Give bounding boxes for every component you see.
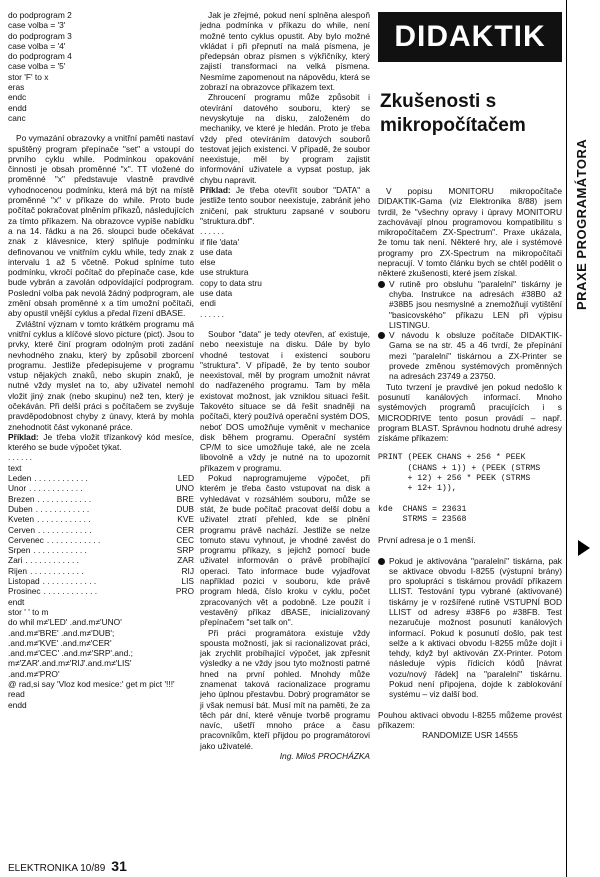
month-name: Zari bbox=[8, 555, 23, 566]
code-line: stor ' ' to m bbox=[8, 606, 49, 617]
code-line: .and.m≠'KVE' .and.m≠'CER' bbox=[8, 637, 112, 648]
month-name: Brezen bbox=[8, 493, 35, 504]
month-code: CER bbox=[176, 524, 194, 535]
code-listing bbox=[200, 237, 370, 309]
code-line: read bbox=[8, 689, 25, 700]
paragraph: První adresa je o 1 menší. bbox=[378, 535, 476, 546]
paragraph: Zvláštní význam v tomto krátkém programu má vnitřní cyklus a klíčové slovo picture (pict). Jsou to prvky, které činí program odolným proti zadání nevhodného znaku, který by způsobil zborcení programu. Jestliže předepisujeme v programu vstup nějakých znaků, nebo skupin znaků, je nutné vždy myslet na to, aby uživatel nemohl vložit jiný znak (nebo skupinu) než ten, který je očekáván. Při delší práci s počítačem se zvyšuje pravděpodobnost chyby z únavy, která by mohla znehodnotit část vykonané práce. bbox=[8, 318, 194, 432]
paragraph: Tuto tvrzení je pravdivé jen pokud nedošlo k posunutí kanálových informací. Mnoho systémových programů pracujících i s MICRODRIVE tento posun provádí – např. program BLAST. Správnou hodnotu druhé adresy získáme příkazem: bbox=[378, 381, 562, 444]
month-table bbox=[8, 473, 194, 597]
table-row: Cervenec . . . . . . . . . . . . CEC bbox=[8, 534, 194, 545]
table-row: Listopad . . . . . . . . . . . . LIS bbox=[8, 576, 194, 587]
month-code: ZAR bbox=[177, 555, 194, 566]
magazine-name: ELEKTRONIKA 10/89 bbox=[8, 863, 106, 874]
month-name: Cerven bbox=[8, 524, 35, 535]
month-name: Kveten bbox=[8, 514, 35, 525]
code-line: .and.m≠'BRE' .and.m≠'DUB'; bbox=[8, 627, 115, 638]
footer bbox=[8, 858, 127, 874]
column-2 bbox=[200, 10, 370, 761]
randomize-code: RANDOMIZE USR 14555 bbox=[422, 730, 518, 741]
dots: ...... bbox=[200, 226, 226, 237]
code-line: use struktura bbox=[200, 267, 249, 278]
code-line: @ rad,si say 'Vloz kod mesice:' get m pict '!!!' bbox=[8, 679, 175, 689]
paragraph: Při práci programátora existuje vždy spousta možností, jak si racionalizovat práci, jak zrychlit probíhající výpočet, jak zpřesnit výsledky a ne vždy jsou tyto možnosti patrné hned na první pohled. Mnohdy může znamenat taková racionalizace programu jeho úplnou přestavbu. Dobrý programátor se ji však nemusí bát. Musí mít na paměti, že za těch pár dní, které věnuje tvorbě programu navíc, ušetří mnoho práce a času pracovníkům, kteří přijdou po programátorovi jako uživatelé. bbox=[200, 627, 370, 751]
month-name: Prosinec bbox=[8, 586, 41, 597]
bullet-icon bbox=[378, 281, 385, 288]
month-name: Srpen bbox=[8, 545, 31, 556]
code-line: endc bbox=[8, 92, 27, 103]
code-line: endi bbox=[200, 298, 216, 309]
code-listing-bottom bbox=[8, 597, 194, 710]
code-line: .and.m≠'PRO' bbox=[8, 668, 60, 679]
month-code: LIS bbox=[181, 576, 194, 587]
paragraph: Pouhou aktivaci obvodu I-8255 můžeme provést příkazem: bbox=[378, 709, 562, 730]
month-code: KVE bbox=[177, 514, 194, 525]
kde-code: kde CHANS = 23631 STRMS = 23568 bbox=[378, 504, 467, 524]
code-line: case volba = '5' bbox=[8, 61, 66, 72]
code-line: m≠'ZAR'.and.m≠'RIJ'.and.m≠'LIS' bbox=[8, 658, 132, 669]
column-1 bbox=[8, 10, 194, 710]
dots: ...... bbox=[200, 308, 226, 319]
month-name: Cervenec bbox=[8, 534, 44, 545]
code-line: do whil m≠'LED' .and.m≠'UNO' bbox=[8, 617, 122, 628]
paragraph: V popisu MONITORU mikropočítače DIDAKTIK-Gama (viz Elektronika 8/88) jsem tvrdil, že "všechny opravy i úpravy MONITORU zachovávají plnou programovou kompatibilitu s mikropočítačem ZX-Spectrum". Praxe ukázala, že tomu tak není. Některé hry, ale i systémové programy pro ZX-Spectrum na mikropočítači nepracují. V tomto článku bych se chtěl podělit o některé zkušenosti, které jsem získal. bbox=[378, 186, 562, 279]
paragraph: Zhroucení programu může způsobit i otevírání datového souboru, který se nevyskytuje na disku, založeném do mechaniky, ve které je hledán. Proto je třeba vždy před otevíráním datových souborů testovat jejich existenci. V případě, že soubor neexistuje, měl by program zajistit informování uživatele a vypsat postup, jak chybu napravit. bbox=[200, 92, 370, 185]
bullet-icon bbox=[378, 558, 385, 565]
page-number: 31 bbox=[111, 858, 127, 874]
code-line: case volba = '4' bbox=[8, 40, 66, 51]
example-text: Je třeba vložit třízankový kód mesíce, kterého se bude výpočet týkat. bbox=[8, 431, 194, 453]
month-code: UNO bbox=[175, 483, 194, 494]
table-row: Leden . . . . . . . . . . . . LED bbox=[8, 473, 194, 484]
table-row: Zari . . . . . . . . . . . . ZAR bbox=[8, 555, 194, 566]
column-3 bbox=[378, 186, 562, 741]
month-name: Leden bbox=[8, 473, 32, 484]
code-line: stor 'F' to x bbox=[8, 71, 49, 82]
article-title: Zkušenosti s mikropočítačem bbox=[380, 91, 526, 136]
code-line: if file 'data' bbox=[200, 236, 240, 247]
month-code: SRP bbox=[176, 545, 194, 556]
print-code: PRINT (PEEK CHANS + 256 * PEEK (CHANS + 1)) + (PEEK (STRMS + 12) + 256 * PEEK (STRMS + 12+ 1)), bbox=[378, 453, 541, 494]
bullet-item: Pokud je aktivována "paralelní" tiskárna, pak se aktivace obvodu I-8255 (výstupní brány) pro spolupráci s tiskárnou provádí příkazem LLIST. Testování typu vybrané (aktivované) tiskárny je v rozšířené rutině VSTUPNÍ BOD LLIST od adresy #38F6 po #38FB. Test nezaručuje možnost posunutí kanálových informací. Pokud k posunutí došlo, pak test selže a k aktivaci obvodu I-8255 může dojít i tehdy, když byl aktivován ZX-Printer. Potom následuje výpis řídicích kódů [návrat vozu/nový řádek] na "paralelní" tiskárnu. Pokud není připojena, dojde k zablokování systému – viz další bod. bbox=[378, 556, 562, 700]
month-name: Unor bbox=[8, 483, 27, 494]
table-row: Srpen . . . . . . . . . . . . SRP bbox=[8, 545, 194, 556]
example-label: Příklad: bbox=[200, 185, 231, 196]
table-row: Rijen . . . . . . . . . . . . RIJ bbox=[8, 565, 194, 576]
arrow-icon bbox=[578, 540, 590, 556]
paragraph: Jak je zřejmé, pokud není splněna alespoň jedna podmínka v příkazu do while, není možné tento cyklus opustit. Aby bylo možné vkládat i při přepnutí na malá písmena, je předepsán obraz písmen s výkřičníky, který zajistí transformaci na velká písmena. Nesmíme zapomenout na nápovědu, která se zobrazí na obrazovce příkazem text. bbox=[200, 10, 370, 93]
table-row: Kveten . . . . . . . . . . . . KVE bbox=[8, 514, 194, 525]
code-line: endd bbox=[8, 699, 27, 710]
month-code: PRO bbox=[175, 586, 194, 597]
table-row: Brezen . . . . . . . . . . . . BRE bbox=[8, 493, 194, 504]
code-line: eras bbox=[8, 82, 25, 93]
bullet-item: V návodu k obsluze počítače DIDAKTIK-Gama se na str. 45 a 46 tvrdí, že přepínání mezi "paralelní" tiskárnou a ZX-Printer se provede změnou systémových proměnných na adresách 23749 a 23750. bbox=[378, 330, 562, 381]
code-keyword: text bbox=[8, 462, 22, 473]
code-line: copy to data stru bbox=[200, 277, 262, 288]
month-code: CEC bbox=[176, 534, 194, 545]
month-name: Duben bbox=[8, 503, 33, 514]
example-text: Je třeba otevřít soubor "DATA" a jestliže tento soubor neexistuje, zabránit jeho zničení, pak strukturu zapsané v souboru "struktura.dbf". bbox=[200, 185, 370, 226]
bullet-icon bbox=[378, 332, 385, 339]
month-code: LED bbox=[177, 473, 194, 484]
month-name: Rijen bbox=[8, 565, 28, 576]
month-code: DUB bbox=[176, 503, 194, 514]
table-row: Cerven . . . . . . . . . . . . CER bbox=[8, 524, 194, 535]
code-line: endt bbox=[8, 596, 25, 607]
code-line: do podprogram 4 bbox=[8, 51, 72, 62]
dots: ...... bbox=[8, 452, 34, 463]
sidebar-label: PRAXE PROGRAMÁTORA bbox=[574, 138, 589, 310]
code-line: use data bbox=[200, 288, 233, 299]
table-row: Unor . . . . . . . . . . . . UNO bbox=[8, 483, 194, 494]
month-code: BRE bbox=[176, 493, 194, 504]
code-line: canc bbox=[8, 112, 26, 123]
paragraph: Po vymazání obrazovky a vnitřní paměti nastaví spuštěný program přepínače "set" a vstoupí do prvního cyklu while. Podmínkou opakování činnosti je obsah proměnné "x". TT vložené do proměnné "x" představuje vlastně pravdivé vyhodnocenou podmínku, která má být na místě proměnné "x" v příkaze do while. Proto bude počítač pokračovat plněním příkazů, následujících za tímto příkazem. Na obrazovce vypíše nabídku a na 14. řádku a na 26. sloupci bude očekávat znak z klávesnice, který splňuje podmínku definovanou ve vnitřním cyklu while, tedy znak z intervalu 1 až 5 včetně. Pokud splníme tuto podmínku, vkročí počítač do přepínače case, kde bude vybrán a zavolán odpovídající podprogram. Poslední volba pak nevolá žádný podprogram, ale změní obsah proměnné x a tím umožní počítači, aby opustil vnější cyklus a předal řízení dBASE. bbox=[8, 133, 194, 319]
author: Ing. Miloš PROCHÁZKA bbox=[279, 751, 370, 762]
bullet-item: V rutině pro obsluhu "paralelní" tiskárny je chyba. Instrukce na adresách #38B0 až #38B5 jsou nesmyslné a znemožňují vytištění "basicovského" příkazu LEN při výpisu LISTINGU. bbox=[378, 279, 562, 330]
code-line: case volba = '3' bbox=[8, 20, 66, 31]
code-line: else bbox=[200, 257, 216, 268]
table-row: Duben . . . . . . . . . . . . DUB bbox=[8, 503, 194, 514]
table-row: Prosinec . . . . . . . . . . . . PRO bbox=[8, 586, 194, 597]
code-line: use data bbox=[200, 246, 233, 257]
month-code: RIJ bbox=[181, 565, 194, 576]
code-listing-top bbox=[8, 10, 194, 123]
code-line: do podprogram 2 bbox=[8, 10, 72, 20]
code-line: do podprogram 3 bbox=[8, 30, 72, 41]
code-line: endd bbox=[8, 102, 27, 113]
section-header: DIDAKTIK bbox=[378, 12, 562, 62]
paragraph: Soubor "data" je tedy otevřen, ať existuje, nebo neexistuje na disku. Dále by bylo vhodné testovat i existenci souboru "struktura". V případě, že by tento soubor neexistoval, měl by program umožnit návrat do nadřazeného programu. Tam by měla existovat možnost, jak vzniklou situaci řešit. Takovéto situace se dá řešit snadněji na počítači, který používá operační systém DOS, neboť DOS umožňuje vyměnit v mechanice disk během programu. Operační systém CP/M to sice umožňuje také, ale ne zcela libovolně a vždy je nutné na to upozornit příkazem v programu. bbox=[200, 328, 370, 473]
code-line: .and.m≠'CEC' .and.m≠'SRP'.and.; bbox=[8, 648, 133, 659]
month-name: Listopad bbox=[8, 576, 40, 587]
paragraph: Pokud naprogramujeme výpočet, při kterém je třeba často vstupovat na disk a vyhledávat v rozsáhlém souboru, může se stát, že bude počítač pracovat delší dobu a uživatel ztratí přehled, kde se plnění programu právě nachází. Jestliže se nelze tomuto stavu vyhnout, je vhodné zavést do programu příkazy, s jejichž pomocí bude uživatel informován o právě probíhající operaci. Tato informace bude vyjadřovat například pozici v souboru, kde právě program hledá, číslo kroku v cyklu, počet zpracovaných vět a podobně. Lze použít i vestavěný příkaz dBASE, inicializovaný přepínačem "set talk on". bbox=[200, 473, 370, 628]
example-label: Příklad: bbox=[8, 431, 39, 442]
